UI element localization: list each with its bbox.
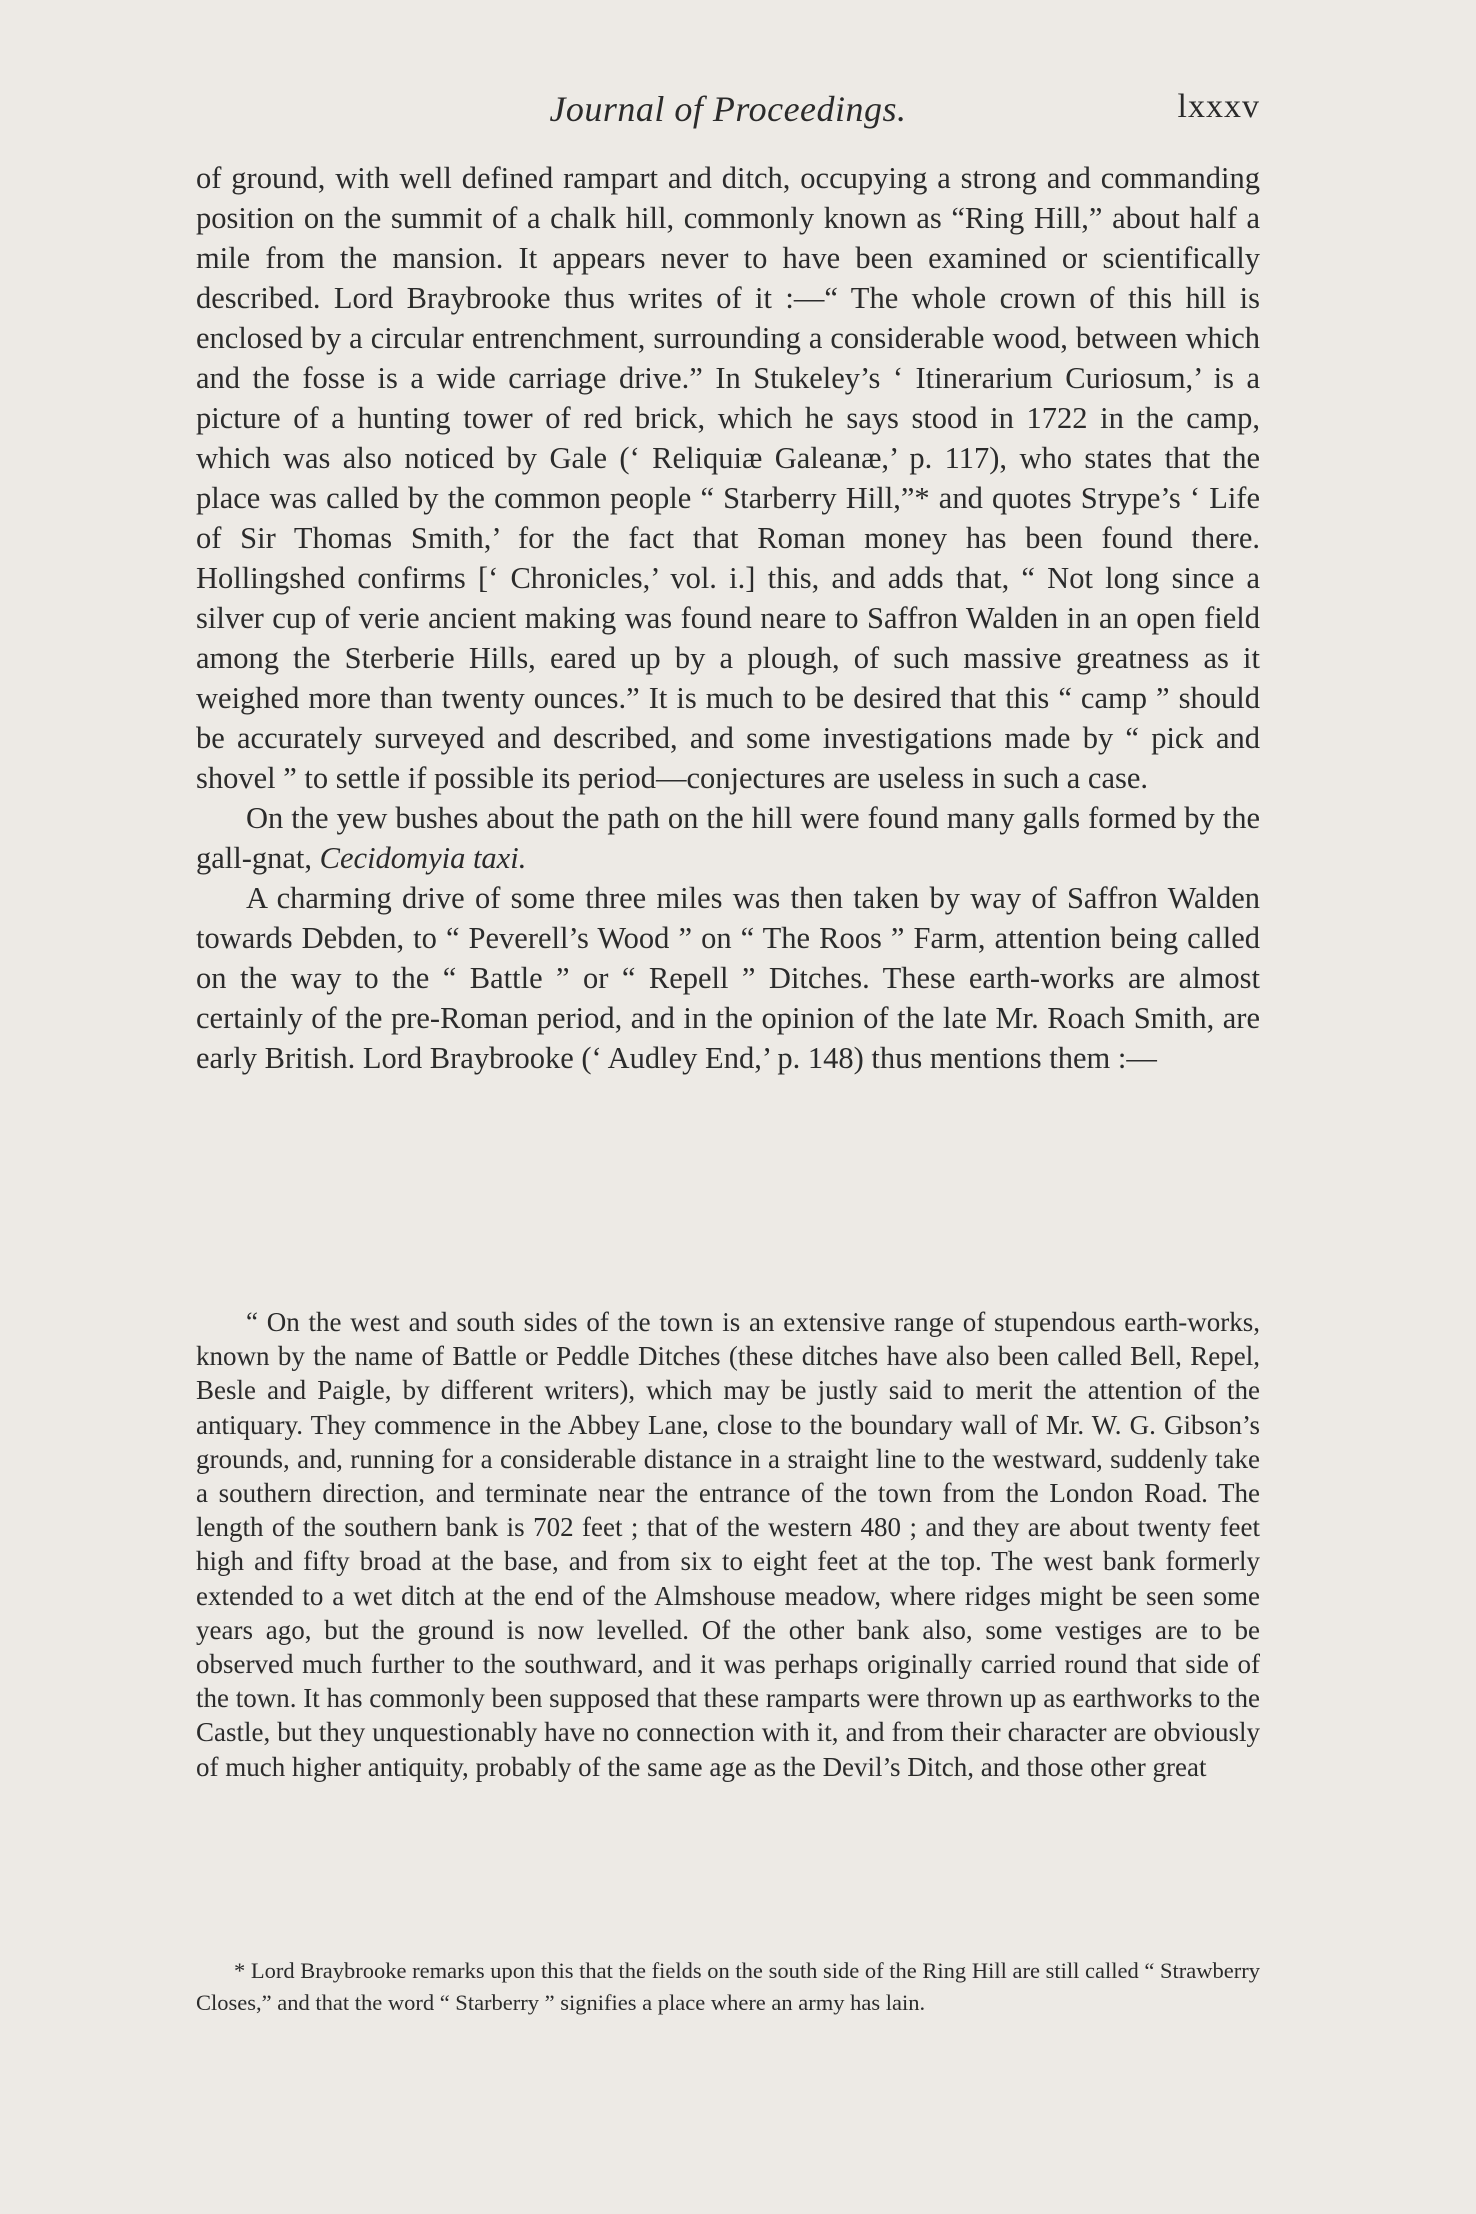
footnote-text: * Lord Braybrooke remarks upon this that the fields on the south side of the Ring Hill are still called “ Strawberry Closes,” and that the word “ Starberry ” signifies a place where an army has lain.: [196, 1958, 1260, 2015]
paragraph-drive-debden: A charming drive of some three miles was then taken by way of Saffron Walden towards Debden, to “ Peverell’s Wood ” on “ The Roos ” Farm, attention being called on the way to the “ Battle ” or “ Repell ” Ditches. These earth-works are almost certainly of the pre-Roman period, and in the opinion of the late Mr. Roach Smith, are early British. Lord Braybrooke (‘ Audley End,’ p. 148) thus mentions them :—: [196, 881, 1260, 1075]
paragraph-yew-galls: [196, 798, 1260, 878]
species-name: Cecidomyia taxi.: [319, 841, 527, 875]
page-header: [196, 88, 1260, 140]
footnote: [196, 1955, 1260, 2019]
paragraph-ring-hill: of ground, with well defined rampart and ditch, occupying a strong and commanding position on the summit of a chalk hill, commonly known as “Ring Hill,” about half a mile from the mansion. It appears never to have been examined or scientifically described. Lord Braybrooke thus writes of it :—“ The whole crown of this hill is enclosed by a circular entrenchment, surrounding a considerable wood, between which and the fosse is a wide carriage drive.” In Stukeley’s ‘ Itinerarium Curiosum,’ is a picture of a hunting tower of red brick, which he says stood in 1722 in the camp, which was also noticed by Gale (‘ Reliquiæ Galeanæ,’ p. 117), who states that the place was called by the common people “ Starberry Hill,”* and quotes Strype’s ‘ Life of Sir Thomas Smith,’ for the fact that Roman money has been found there. Hollingshed confirms [‘ Chronicles,’ vol. i.] this, and adds that, “ Not long since a silver cup of verie ancient making was found neare to Saffron Walden in an open field among the Sterberie Hills, eared up by a plough, of such massive greatness as it weighed more than twenty ounces.” It is much to be desired that this “ camp ” should be accurately surveyed and described, and some investigations made by “ pick and shovel ” to settle if possible its period—conjectures are useless in such a case.: [196, 161, 1260, 795]
paragraph-yew-galls-text: On the yew bushes about the path on the hill were found many galls formed by the gall-gnat,: [196, 801, 1260, 875]
page-number: lxxxv: [1177, 88, 1260, 125]
main-text: [196, 158, 1260, 1078]
quotation-text: “ On the west and south sides of the town is an extensive range of stupendous earth-works, known by the name of Battle or Peddle Ditches (these ditches have also been called Bell, Repel, Besle and Paigle, by different writers), which may be justly said to merit the attention of the antiquary. They commence in the Abbey Lane, close to the boundary wall of Mr. W. G. Gibson’s grounds, and, running for a considerable distance in a straight line to the westward, suddenly take a southern direction, and terminate near the entrance of the town from the London Road. The length of the southern bank is 702 feet ; that of the western 480 ; and they are about twenty feet high and fifty broad at the base, and from six to eight feet at the top. The west bank formerly extended to a wet ditch at the end of the Almshouse meadow, where ridges might be seen some years ago, but the ground is now levelled. Of the other bank also, some vestiges are to be observed much further to the southward, and it was perhaps originally carried round that side of the town. It has commonly been supposed that these ramparts were thrown up as earthworks to the Castle, but they unquestionably have no connection with it, and from their character are obviously of much higher antiquity, probably of the same age as the Devil’s Ditch, and those other great: [196, 1307, 1260, 1782]
block-quotation: [196, 1305, 1260, 1784]
running-title: Journal of Proceedings.: [549, 89, 907, 129]
